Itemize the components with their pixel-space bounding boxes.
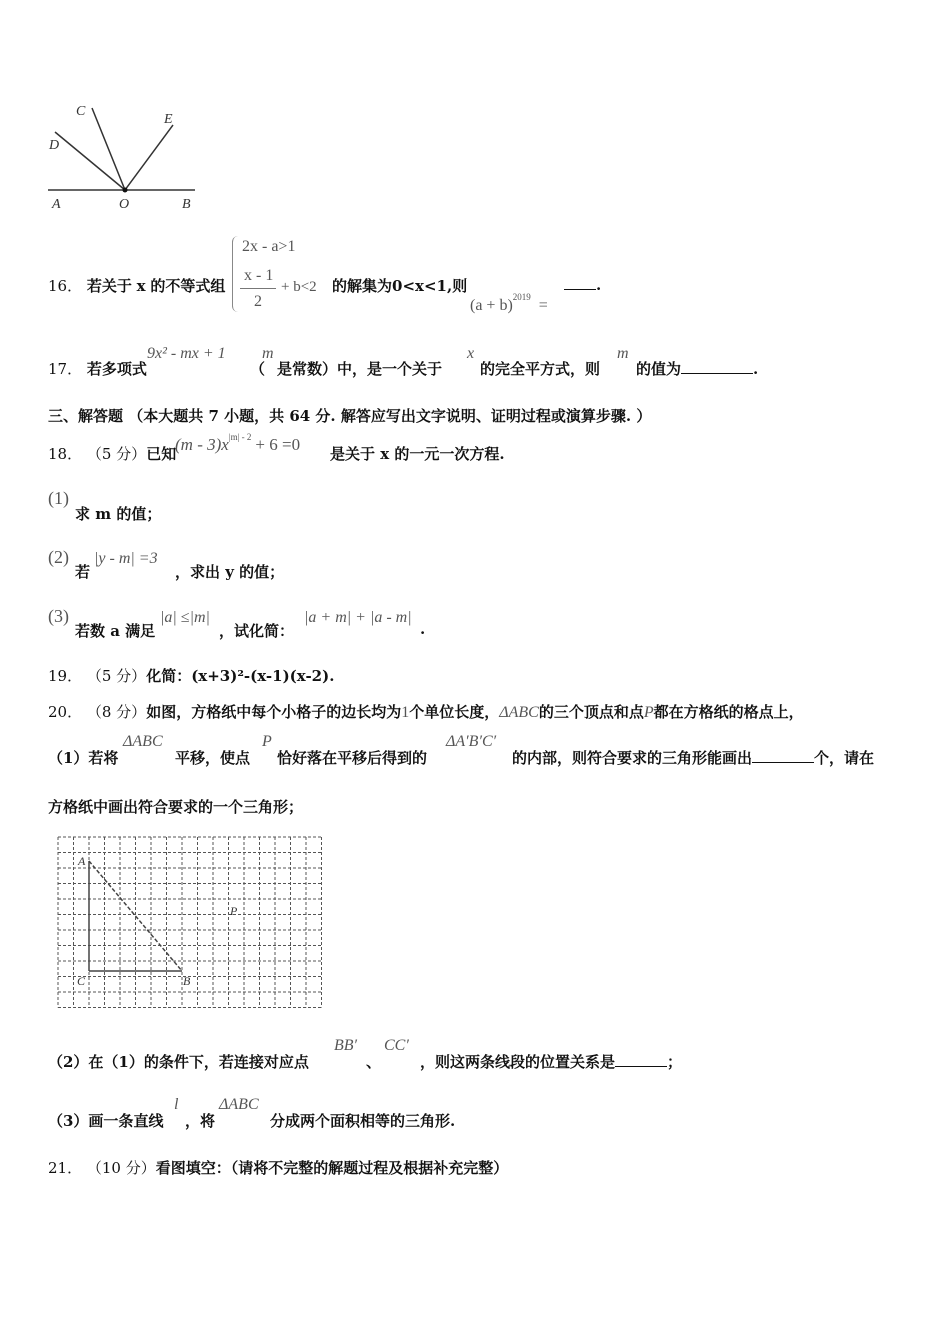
q20-p1-post2: 个，请在 <box>814 749 875 767</box>
label-o: O <box>119 197 130 212</box>
q18-p2-math: |y - m| =3 <box>94 550 158 567</box>
q18-tail: 是关于 x 的一元一次方程. <box>330 445 505 463</box>
q17-tail-line <box>636 358 758 379</box>
q17-answer-blank[interactable] <box>681 359 753 374</box>
q18-p3-mid: ，试化简： <box>219 622 295 640</box>
q20-p1-blank[interactable] <box>752 748 814 763</box>
q16-frac-bar <box>240 288 276 289</box>
q16-expr-eq: = <box>538 297 548 314</box>
q16-cond: 的解集为 <box>332 277 393 295</box>
q18-eq-exp: |m| - 2 <box>228 432 252 442</box>
q20-p: P <box>643 704 654 721</box>
q18-p3-label: (3) <box>48 606 69 626</box>
q20-p1-post-line <box>512 747 874 768</box>
angle-figure <box>40 95 210 220</box>
q18-p3-math1: |a| ≤|m| <box>160 609 210 626</box>
q20-intro3: 的三个顶点和点 <box>538 703 644 721</box>
q20-p1-mid: 平移，使点 <box>175 749 251 767</box>
q16-frac-num: x - 1 <box>244 267 274 284</box>
label-d: D <box>49 138 60 153</box>
q18-p3-end: . <box>420 620 426 638</box>
q20-number: 20． <box>48 703 83 721</box>
q16-expr-base: (a + b) <box>470 297 513 314</box>
q17-paren-open: （ <box>250 360 266 378</box>
q18-p3-math2: |a + m| + |a - m| <box>304 609 412 626</box>
q20-score: （8 分） <box>86 703 147 721</box>
q17-m2: m <box>617 345 629 362</box>
q17-x: x <box>467 345 475 362</box>
q17-end: . <box>753 360 759 378</box>
q18-p3-pre: 若数 a 满足 <box>75 622 156 640</box>
q18-number: 18． <box>48 445 83 463</box>
q20-p3-tri: ΔABC <box>219 1096 259 1113</box>
grid-label-b: B <box>183 974 191 988</box>
q16-number: 16． <box>48 277 83 295</box>
q16-line <box>48 275 225 296</box>
q16-frac-den: 2 <box>254 293 262 310</box>
q16-lead: 若关于 <box>86 277 132 295</box>
q19-line <box>48 665 334 686</box>
q20-p2-post: ，则这两条线段的位置关系是 <box>420 1053 616 1071</box>
q20-p3-mid: ，将 <box>185 1112 216 1130</box>
grid-figure <box>56 834 324 1010</box>
q18-p1-label: (1) <box>48 488 69 508</box>
q16-var: x <box>136 277 146 295</box>
q16-then: ,则 <box>446 277 468 295</box>
q16-answer[interactable] <box>564 275 601 294</box>
q20-intro1: 如图，方格纸中每个小格子的边长均为 <box>146 703 402 721</box>
q17-number: 17． <box>48 360 83 378</box>
q19-score: （5 分） <box>86 667 147 685</box>
q20-p3-post: 分成两个面积相等的三角形. <box>270 1112 456 1130</box>
q17-perfect: 的完全平方式，则 <box>480 360 601 378</box>
q16-mid: 的不等式组 <box>150 277 226 295</box>
q17-tail: 的值为 <box>636 360 682 378</box>
q20-p2-blank[interactable] <box>615 1052 667 1067</box>
q20-p3-pre: （3）画一条直线 <box>48 1112 164 1130</box>
q16-system-tail: + b<2 <box>281 279 317 295</box>
q19-text: 化简：(x+3)²-(x-1)(x-2). <box>146 667 335 685</box>
q20-p1-tri: ΔABC <box>123 733 163 750</box>
q20-tri: ΔABC <box>499 704 539 721</box>
q18-p2-post: ，求出 y 的值； <box>175 563 285 581</box>
q20-intro2: 个单位长度， <box>409 703 500 721</box>
label-c: C <box>76 104 86 119</box>
q19-number: 19． <box>48 667 83 685</box>
q16-expr-exp: 2019 <box>512 292 531 302</box>
q20-p1-mid2: 恰好落在平移后得到的 <box>277 749 428 767</box>
q21-line <box>48 1157 508 1178</box>
q16-end: . <box>596 276 602 294</box>
q20-p1-pre: （1）若将 <box>48 749 119 767</box>
q16-system-line1: 2x - a>1 <box>242 238 296 255</box>
q17-const-note: 是常数）中，是一个关于 <box>277 360 443 378</box>
q20-p1-post: 的内部，则符合要求的三角形能画出 <box>512 749 753 767</box>
q18-score: （5 分） <box>86 445 147 463</box>
label-a: A <box>52 197 61 212</box>
label-e: E <box>164 112 173 127</box>
ray-od <box>55 132 125 190</box>
q20-one: 1 <box>401 704 410 721</box>
q17-lead-line <box>48 358 147 379</box>
q17-poly: 9x² - mx + 1 <box>147 345 226 362</box>
q20-p1-line2: 方格纸中画出符合要求的一个三角形； <box>48 798 304 816</box>
q20-p2-post-line <box>420 1051 682 1072</box>
q18-equation <box>175 432 300 455</box>
grid-label-a: A <box>78 854 86 868</box>
q21-text: 看图填空：（请将不完整的解题过程及根据补充完整） <box>155 1159 509 1177</box>
grid-label-c: C <box>77 974 86 988</box>
q20-head <box>48 701 804 722</box>
grid-label-p: P <box>230 904 238 918</box>
q17-m: m <box>262 345 274 362</box>
q20-p3-l: l <box>174 1096 179 1113</box>
q20-p2-bb: BB′ <box>334 1037 358 1054</box>
q18-eq-left: (m - 3)x <box>175 435 229 454</box>
q18-p2-pre: 若 <box>75 563 91 581</box>
section3-title: 三、解答题 （本大题共 7 小题，共 64 分. 解答应写出文字说明、证明过程或演算步骤. ） <box>48 407 652 425</box>
q18-lead: 已知 <box>146 445 177 463</box>
q20-p2-cc: CC′ <box>384 1037 409 1054</box>
point-o <box>123 188 128 193</box>
q18-p1-text: 求 m 的值； <box>75 505 162 523</box>
q16-expr <box>470 292 548 315</box>
q20-p2-end: ； <box>667 1053 683 1071</box>
q18-eq-right: + 6 =0 <box>255 435 301 454</box>
q20-p2-sep: 、 <box>366 1053 382 1071</box>
ray-oc <box>92 108 125 190</box>
q18-p2-label: (2) <box>48 547 69 567</box>
q18-head <box>48 443 176 464</box>
ray-oe <box>125 125 173 190</box>
q21-score: （10 分） <box>86 1159 156 1177</box>
q16-answer-blank[interactable] <box>564 275 596 290</box>
q16-cond-line <box>332 275 467 296</box>
q20-p1-tri2: ΔA′B′C′ <box>446 733 497 750</box>
q17-lead: 若多项式 <box>86 360 147 378</box>
q20-p1-p: P <box>262 733 272 750</box>
q16-range: 0<x<1 <box>392 277 447 295</box>
q20-intro4: 都在方格纸的格点上， <box>653 703 804 721</box>
q20-p2-pre: （2）在（1）的条件下，若连接对应点 <box>48 1053 309 1071</box>
q21-number: 21． <box>48 1159 83 1177</box>
label-b: B <box>182 197 191 212</box>
